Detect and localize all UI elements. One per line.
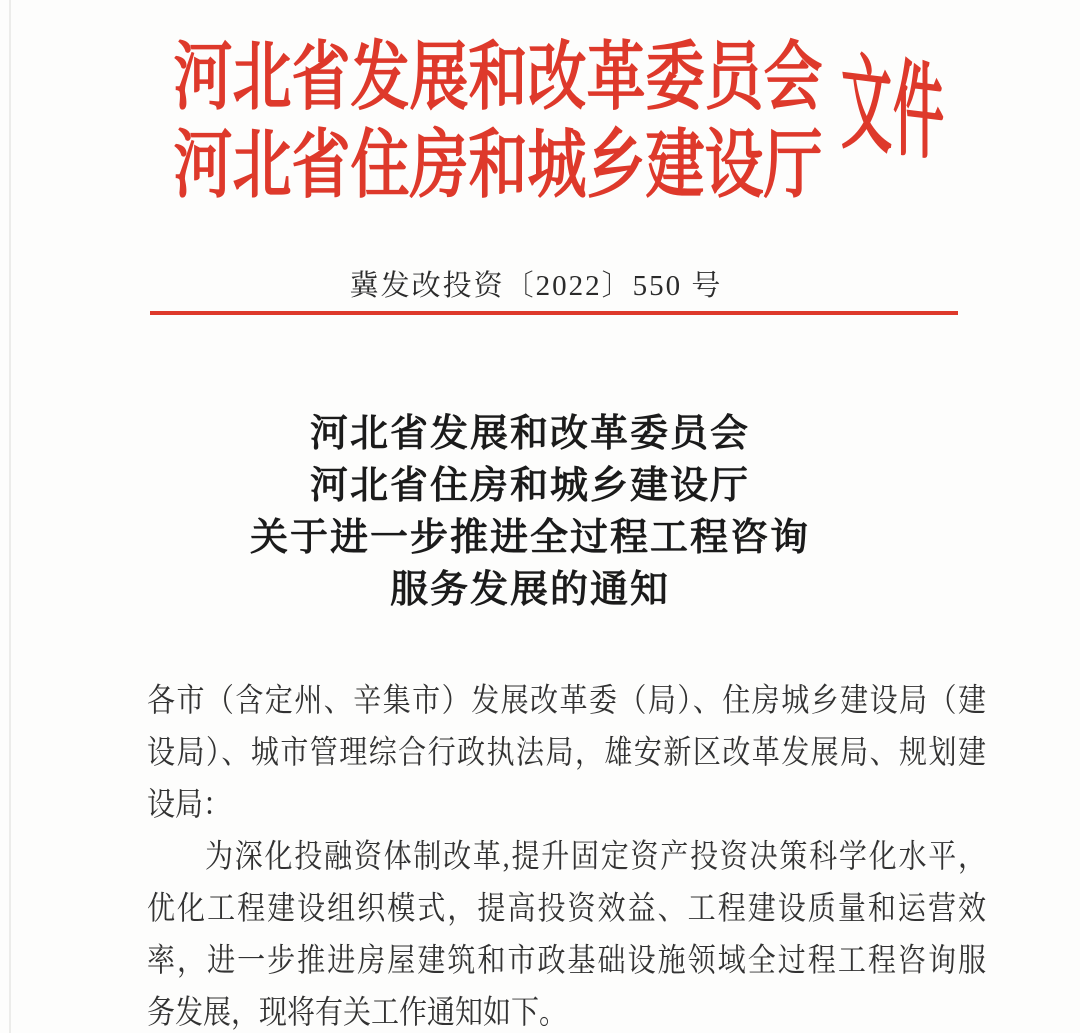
title-line: 河北省住房和城乡建设厅 [309, 465, 750, 507]
document-body [147, 676, 986, 1033]
document-type-label: 文件 [841, 47, 946, 176]
body-line: 优化工程建设组织模式，提高投资效益、工程建设质量和运营效 [147, 891, 986, 928]
title-line: 关于进一步推进全过程工程咨询 [249, 517, 810, 559]
body-line: 设局）、城市管理综合行政执法局，雄安新区改革发展局、规划建 [147, 735, 986, 772]
body-line: 率，进一步推进房屋建筑和市政基础设施领域全过程工程咨询服 [147, 943, 986, 980]
title-line: 河北省发展和改革委员会 [309, 413, 750, 455]
org-name-line-2: 河北省住房和城乡建设厅 [173, 122, 823, 207]
letterhead [0, 0, 1080, 230]
body-line: 为深化投融资体制改革,提升固定资产投资决策科学化水平， [205, 839, 986, 876]
title-line: 服务发展的通知 [389, 569, 670, 611]
body-line: 各市（含定州、辛集市）发展改革委（局）、住房城乡建设局（建 [147, 683, 986, 720]
reference-number: 冀发改投资〔2022〕550 号 [349, 270, 723, 302]
body-line: 务发展，现将有关工作通知如下。 [147, 995, 568, 1032]
document-title [60, 408, 1000, 616]
red-separator-line [150, 311, 958, 315]
body-line: 设局： [147, 787, 232, 824]
org-name-line-1: 河北省发展和改革委员会 [173, 34, 823, 119]
